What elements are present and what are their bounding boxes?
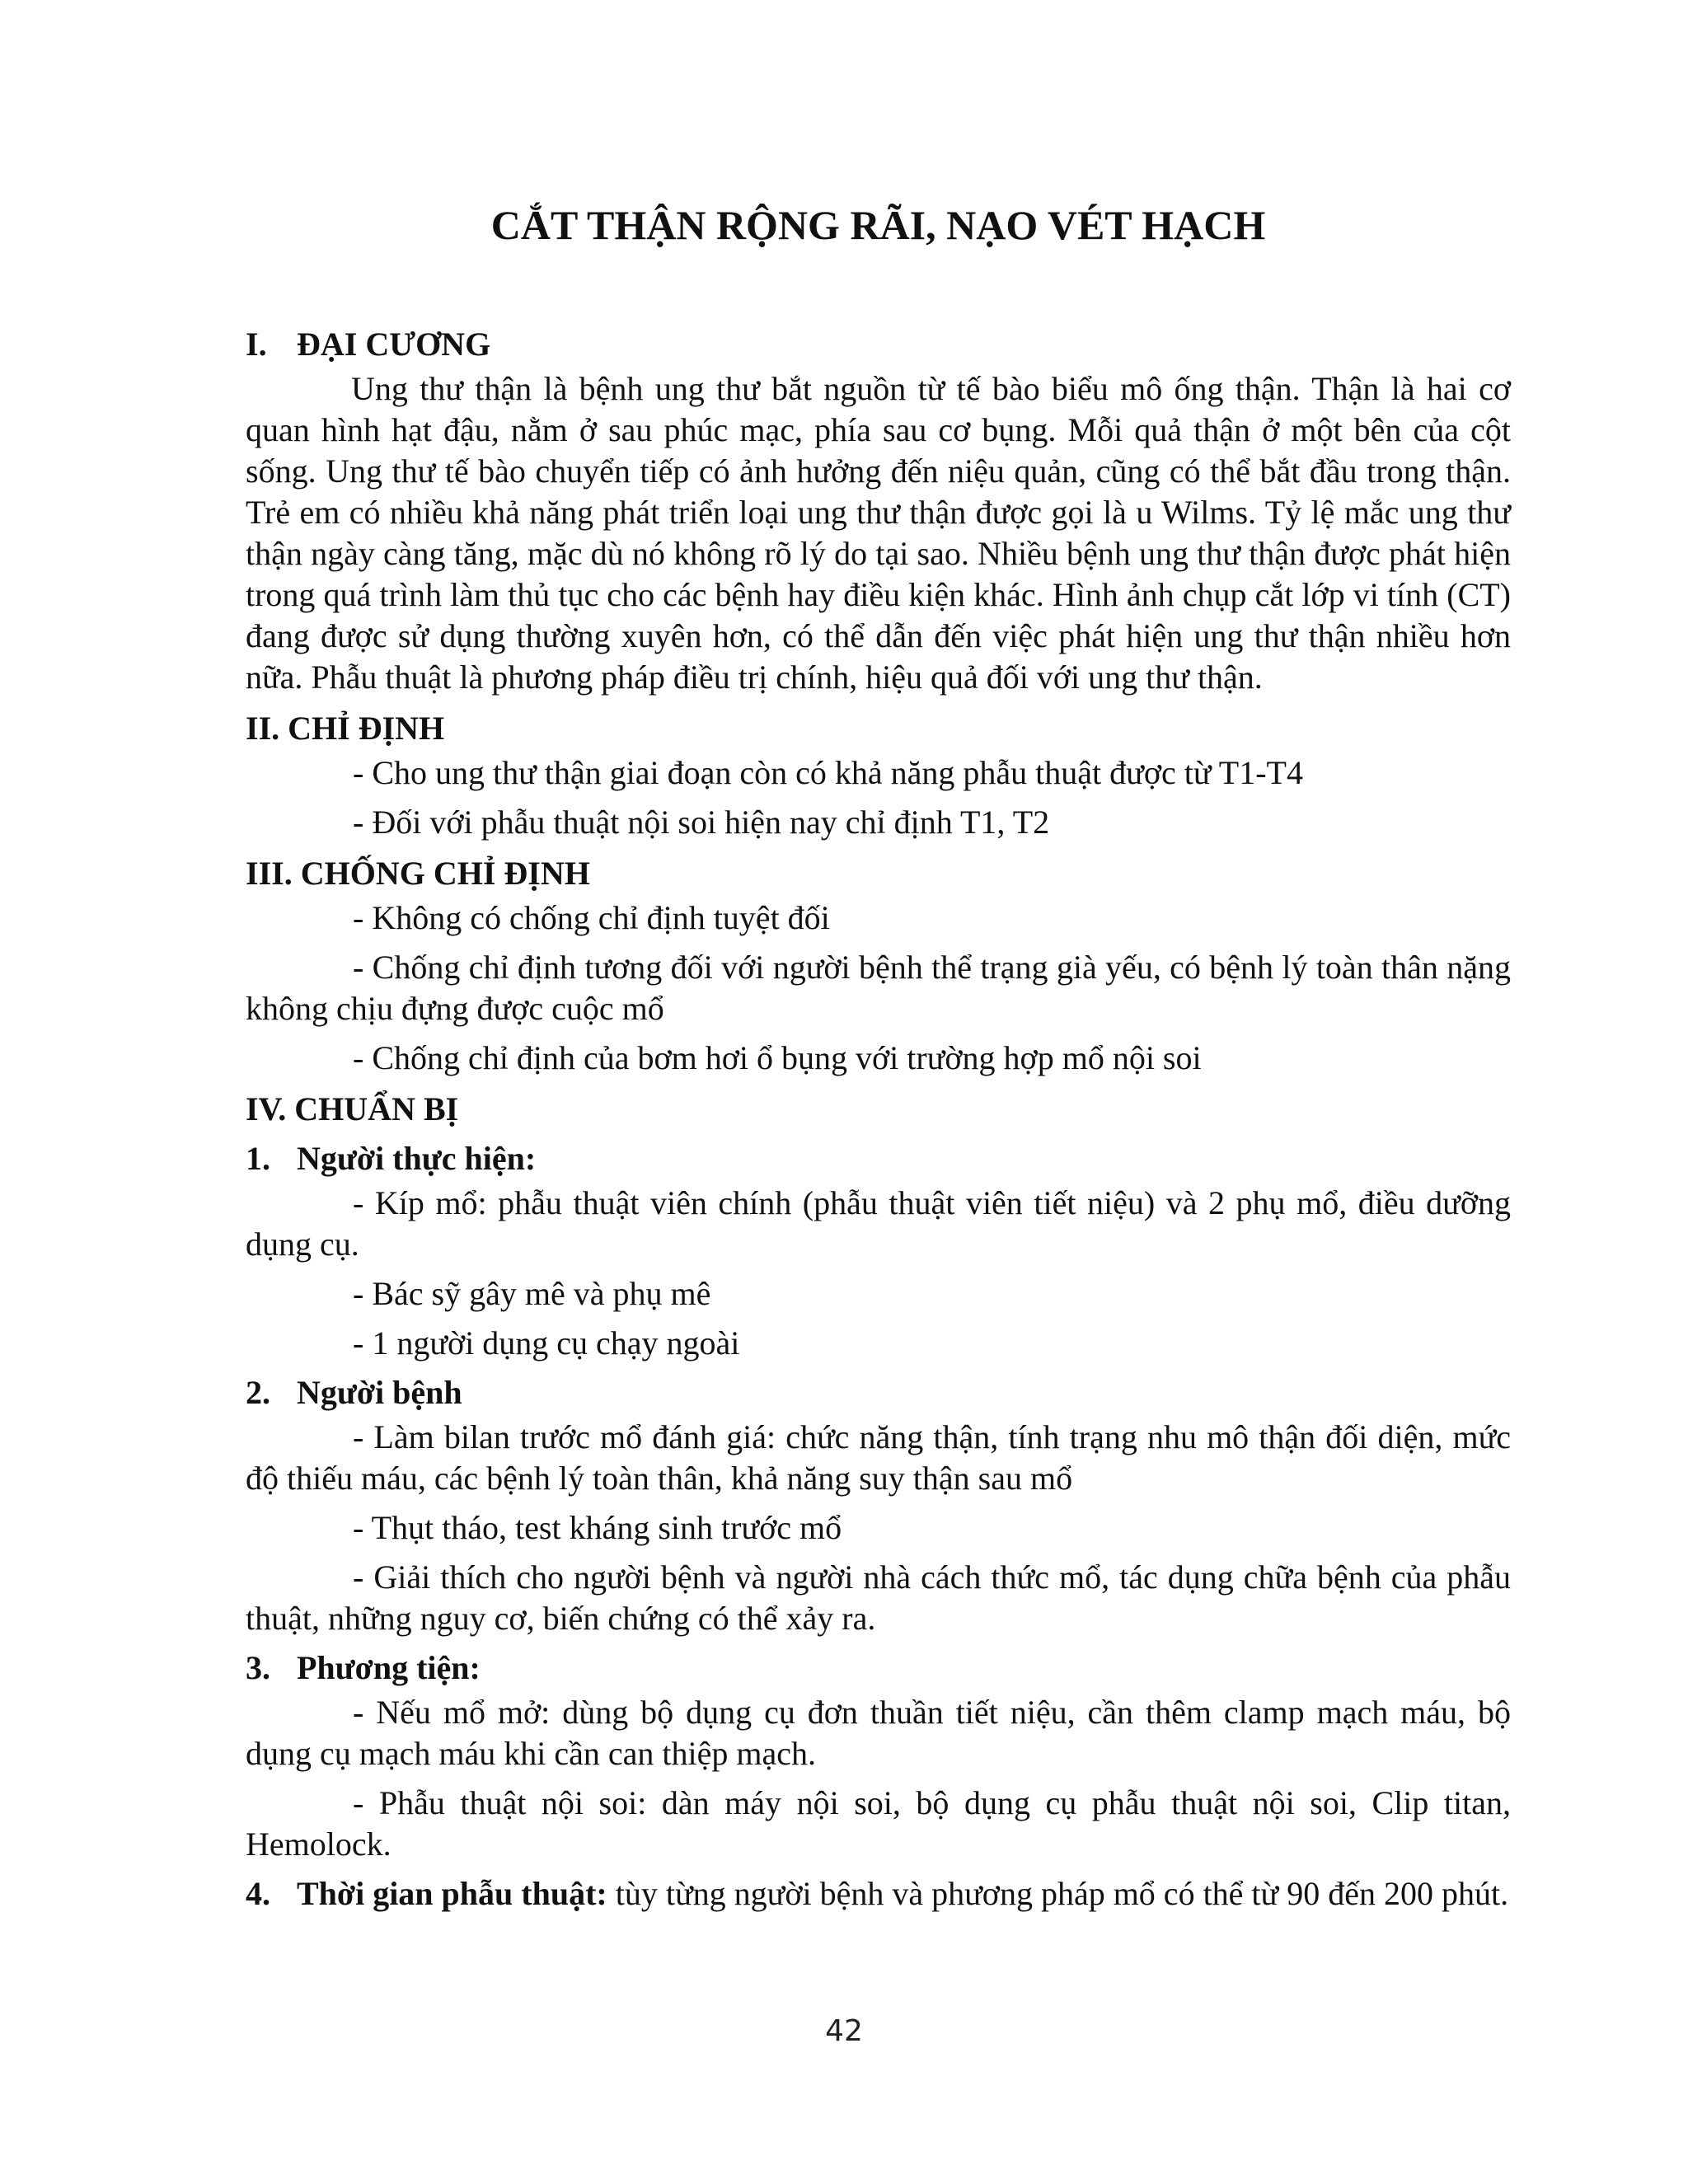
page-title: CẮT THẬN RỘNG RÃI, NẠO VÉT HẠCH — [490, 202, 1266, 248]
subsection-heading-patient — [246, 1372, 1511, 1413]
section-heading-indications: II. CHỈ ĐỊNH — [246, 710, 445, 747]
section-heading-general — [246, 324, 1511, 365]
subsection-heading-equipment — [246, 1647, 1511, 1689]
subsection-number: 1. — [246, 1140, 270, 1177]
subsection-title: Phương tiện: — [297, 1649, 481, 1686]
subsection-number: 4. — [246, 1875, 270, 1912]
subsection-number: 3. — [246, 1649, 270, 1686]
surgery-duration — [246, 1873, 1511, 1915]
section-heading-preparation: IV. CHUẨN BỊ — [246, 1090, 459, 1127]
indication-item: - Đối với phẫu thuật nội soi hiện nay chỉ định T1, T2 — [353, 804, 1050, 841]
subsection-heading-performer — [246, 1138, 1511, 1179]
performer-item: - 1 người dụng cụ chạy ngoài — [353, 1324, 740, 1361]
subsection-number: 2. — [246, 1374, 270, 1411]
general-paragraph: Ung thư thận là bệnh ung thư bắt nguồn từ tế bào biểu mô ống thận. Thận là hai cơ quan hình hạt đậu, nằm ở sau phúc mạc, phía sau cơ bụng. Mỗi quả thận ở một bên của cột sống. Ung thư tế bào chuyển tiếp có ảnh hưởng đến niệu quản, cũng có thể bắt đầu trong thận. Trẻ em có nhiều khả năng phát triển loại ung thư thận được gọi là u Wilms. Tỷ lệ mắc ung thư thận ngày càng tăng, mặc dù nó không rõ lý do tại sao. Nhiều bệnh ung thư thận được phát hiện trong quá trình làm thủ tục cho các bệnh hay điều kiện khác. Hình ảnh chụp cắt lớp vi tính (CT) đang được sử dụng thường xuyên hơn, có thể dẫn đến việc phát hiện ung thư thận nhiều hơn nữa. Phẫu thuật là phương pháp điều trị chính, hiệu quả đối với ung thư thận. — [246, 370, 1511, 696]
patient-item: - Làm bilan trước mổ đánh giá: chức năng thận, tính trạng nhu mô thận đối diện, mức độ thiếu máu, các bệnh lý toàn thân, khả năng suy thận sau mổ — [246, 1418, 1511, 1497]
patient-item: - Thụt tháo, test kháng sinh trước mổ — [353, 1509, 842, 1546]
subsection-title: Người bệnh — [297, 1374, 462, 1411]
equipment-item: - Nếu mổ mở: dùng bộ dụng cụ đơn thuần tiết niệu, cần thêm clamp mạch máu, bộ dụng cụ mạch máu khi cần can thiệp mạch. — [246, 1694, 1511, 1772]
section-title: ĐẠI CƯƠNG — [297, 326, 491, 363]
contraindication-item: - Không có chống chỉ định tuyệt đối — [353, 899, 830, 936]
equipment-item: - Phẫu thuật nội soi: dàn máy nội soi, bộ dụng cụ phẫu thuật nội soi, Clip titan, Hemolock. — [246, 1784, 1511, 1863]
contraindication-item: - Chống chỉ định tương đối với người bệnh thể trạng già yếu, có bệnh lý toàn thân nặng không chịu đựng được cuộc mổ — [246, 949, 1511, 1027]
indication-item: - Cho ung thư thận giai đoạn còn có khả năng phẫu thuật được từ T1-T4 — [353, 754, 1303, 791]
subsection-title: Thời gian phẫu thuật: — [297, 1875, 607, 1912]
section-number: I. — [246, 326, 267, 363]
page-number: 42 — [825, 2014, 863, 2048]
section-heading-contraindications: III. CHỐNG CHỈ ĐỊNH — [246, 855, 590, 892]
subsection-title: Người thực hiện: — [297, 1140, 537, 1177]
performer-item: - Kíp mổ: phẫu thuật viên chính (phẫu thuật viên tiết niệu) và 2 phụ mổ, điều dưỡng dụng cụ. — [246, 1184, 1511, 1263]
patient-item: - Giải thích cho người bệnh và người nhà cách thức mổ, tác dụng chữa bệnh của phẫu thuật, những nguy cơ, biến chứng có thể xảy ra. — [246, 1558, 1511, 1637]
performer-item: - Bác sỹ gây mê và phụ mê — [353, 1275, 711, 1312]
surgery-duration-text: tùy từng người bệnh và phương pháp mổ có thể từ 90 đến 200 phút. — [607, 1875, 1509, 1912]
contraindication-item: - Chống chỉ định của bơm hơi ổ bụng với trường hợp mổ nội soi — [353, 1039, 1202, 1076]
